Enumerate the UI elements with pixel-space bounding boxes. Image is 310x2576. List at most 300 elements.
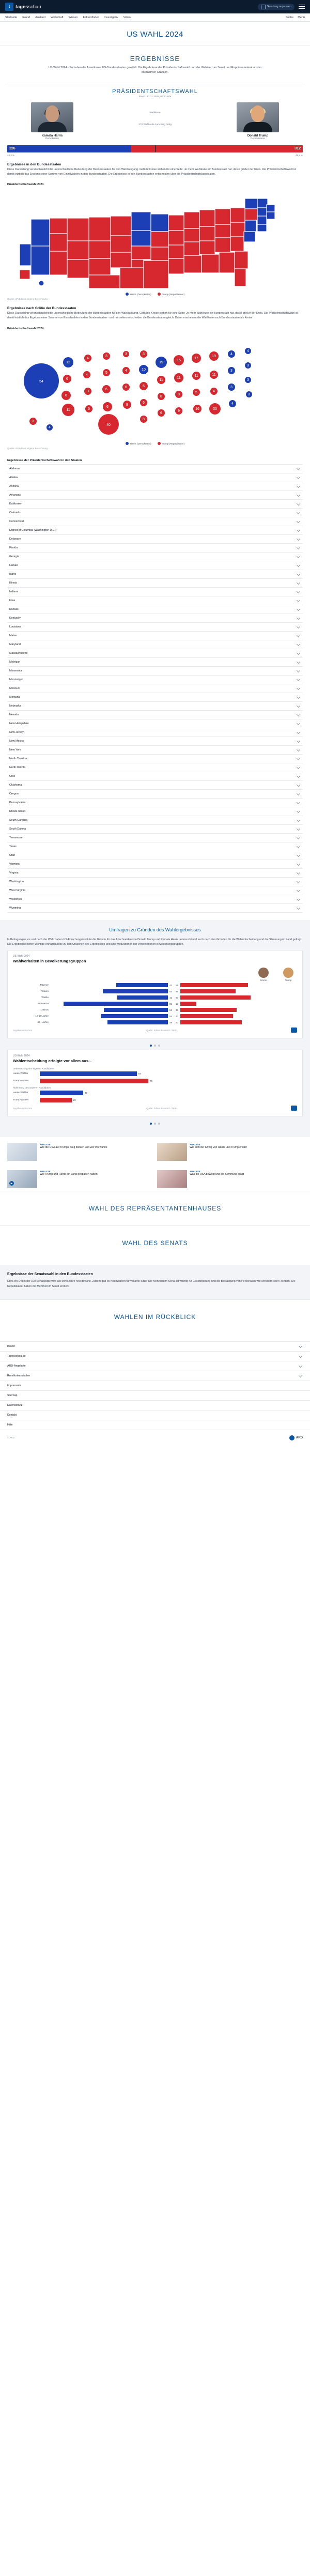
state-row[interactable]: [7, 834, 303, 842]
state-row[interactable]: [7, 500, 303, 509]
presidential-heading: PRÄSIDENTSCHAFTSWAHL: [112, 88, 198, 95]
state-row[interactable]: [7, 860, 303, 869]
electoral-label-group: [73, 102, 237, 126]
svg-text:6: 6: [143, 384, 145, 388]
bubble-section-heading: Ergebnisse nach Größe der Bundesstaaten: [7, 306, 76, 311]
state-row-label: North Carolina: [9, 757, 27, 760]
nav-item-faktenfinder[interactable]: Faktenfinder: [83, 16, 99, 19]
demographic-bar-dem-track: [51, 989, 174, 993]
teaser-3[interactable]: [7, 1170, 153, 1188]
state-row[interactable]: [7, 491, 303, 500]
svg-text:8: 8: [143, 417, 145, 421]
state-row-label: South Dakota: [9, 827, 26, 831]
demographic-label: 18-29 Jahre: [35, 1015, 49, 1018]
chevron-down-icon: [297, 730, 300, 734]
svg-text:4: 4: [231, 402, 234, 406]
map-source: Quelle: AP/Edison, eigene Berechnung: [7, 298, 48, 301]
card2-footer: [13, 1106, 297, 1111]
demographic-value-rep: 13: [176, 1002, 179, 1005]
svg-text:4: 4: [213, 389, 215, 393]
carousel-dot-2[interactable]: [154, 1045, 156, 1047]
state-row-label: New Jersey: [9, 730, 24, 734]
avatar-trump: [283, 968, 293, 978]
footer-link-rundfunkanstalten[interactable]: Rundfunkanstalten: [0, 1371, 310, 1381]
state-row[interactable]: [7, 640, 303, 649]
state-row[interactable]: [7, 473, 303, 482]
svg-text:8: 8: [126, 403, 128, 407]
logo-text: tagesschau: [16, 4, 41, 9]
chevron-down-icon: [297, 713, 300, 716]
chevron-down-icon: [297, 572, 300, 576]
state-row-label: Tennessee: [9, 836, 23, 839]
svg-text:4: 4: [87, 356, 89, 360]
demographic-bar-rep-track: [174, 983, 297, 987]
us-bubble-map[interactable]: [7, 331, 303, 440]
chevron-down-icon: [297, 836, 300, 839]
svg-text:16: 16: [195, 407, 199, 411]
state-row[interactable]: [7, 825, 303, 834]
svg-text:8: 8: [178, 392, 180, 396]
state-row[interactable]: [7, 886, 303, 895]
footer-link-ard-angebote[interactable]: ARD-Angebote: [0, 1361, 310, 1371]
state-row-label: Minnesota: [9, 669, 22, 672]
teaser-2-kicker: ANALYSE: [190, 1143, 200, 1146]
demographic-value-rep: 55: [176, 984, 179, 987]
card2-group2-title: Ablehnung des anderen Kandidaten: [13, 1086, 51, 1090]
state-row[interactable]: [7, 851, 303, 860]
candidate-row: [31, 102, 279, 140]
motivation-label: Trump-Wähler: [13, 1099, 29, 1102]
state-row[interactable]: [7, 676, 303, 684]
demographic-bar-rep: [180, 1002, 196, 1006]
demographic-bar-row: [13, 995, 297, 1000]
state-row[interactable]: [7, 588, 303, 596]
chevron-down-icon: [297, 563, 300, 567]
site-logo[interactable]: [5, 3, 41, 11]
chevron-down-icon: [297, 888, 300, 892]
carousel2-dot-2[interactable]: [154, 1123, 156, 1125]
teaser-3-thumb: [7, 1170, 37, 1188]
demographic-label: Männer: [40, 984, 49, 987]
chevron-down-icon: [297, 695, 300, 699]
motivation-bar-row: [13, 1071, 297, 1076]
candidate-trump: [237, 102, 279, 140]
chevron-down-icon: [297, 845, 300, 848]
nav-right-group: [286, 16, 305, 19]
state-row-label: New Mexico: [9, 739, 24, 743]
card1-col-trump: Trump: [282, 968, 295, 982]
svg-text:3: 3: [230, 385, 233, 389]
demographic-bar-dem: [116, 983, 168, 987]
state-row-label: Alabama: [9, 467, 20, 470]
state-row-label: Virginia: [9, 871, 19, 875]
chevron-down-icon: [297, 880, 300, 883]
svg-text:6: 6: [143, 401, 145, 405]
chevron-down-icon: [297, 765, 300, 769]
chevron-down-icon: [297, 511, 300, 514]
nav-item-investigativ[interactable]: Investigativ: [104, 16, 118, 19]
demographic-bar-dem-track: [51, 983, 174, 987]
footer-link-inland[interactable]: Inland: [0, 1342, 310, 1352]
card1-chart-header: [13, 968, 297, 982]
state-row[interactable]: [7, 816, 303, 825]
motivation-value: 30: [85, 1092, 88, 1095]
survey-card-demographics: [7, 950, 303, 1038]
demographic-value-rep: 50: [176, 1021, 179, 1024]
state-row[interactable]: [7, 482, 303, 491]
state-row[interactable]: [7, 711, 303, 719]
state-row[interactable]: [7, 570, 303, 579]
map-section-paragraph: Diese Darstellung veranschaulicht die unterschiedliche Bedeutung der Bundesstaaten für den Wahlausgang. Gefärbt kreise stehen für eine Seite: Je mehr Wahlleute ein Bundesstaat hat, desto größer der Kreis. Die Präsidentschaftswahl ist damit letztlich das Ergebnis einer Summe von Einzelwahlen in den Bundesstaaten. Die Ergebnisse in den Bundesstaaten entscheiden über die Präsidentschaftskandidaten.: [7, 167, 297, 176]
chevron-down-icon: [297, 897, 300, 901]
nav-item-mehr[interactable]: Menü: [298, 16, 305, 19]
state-row-label: District of Columbia (Washington D.C.): [9, 528, 56, 532]
chevron-down-icon: [297, 476, 300, 479]
chevron-down-icon: [297, 757, 300, 760]
electoral-legend-right: 49,9 %: [295, 154, 303, 157]
footer-link-tagesschau[interactable]: Tagesschau.de: [0, 1352, 310, 1361]
chevron-down-icon: [297, 555, 300, 558]
state-row[interactable]: [7, 623, 303, 632]
svg-text:6: 6: [160, 411, 162, 415]
card1-source: Quelle: Edison Research / NEP: [146, 1029, 177, 1032]
card1-unit: Angaben in Prozent: [13, 1029, 32, 1032]
svg-text:3: 3: [125, 352, 127, 356]
chevron-down-icon: [297, 660, 300, 664]
state-row-label: Wisconsin: [9, 897, 22, 901]
state-row-label: Missouri: [9, 686, 20, 690]
state-row[interactable]: [7, 465, 303, 473]
state-row[interactable]: [7, 509, 303, 517]
chevron-down-icon: [297, 616, 300, 620]
svg-text:3: 3: [32, 419, 34, 423]
carousel2-dot-1[interactable]: [150, 1123, 152, 1125]
play-icon[interactable]: ▶: [9, 1181, 14, 1186]
demographic-value-rep: 45: [176, 990, 179, 993]
state-row-label: Georgia: [9, 555, 19, 558]
chevron-down-icon: [297, 739, 300, 743]
svg-text:11: 11: [177, 376, 181, 380]
candidate-party-trump: Republikaner: [250, 137, 266, 140]
demographic-value-rep: 57: [176, 996, 179, 999]
surveys-heading: Umfragen zu Gründen des Wahlergebnisses: [109, 927, 201, 932]
footer-bottom: [0, 1430, 310, 1450]
state-row[interactable]: [7, 878, 303, 886]
state-row[interactable]: [7, 755, 303, 763]
demographic-label: Weiße: [41, 996, 49, 999]
motivation-bar: [40, 1091, 83, 1095]
chevron-down-icon: [297, 519, 300, 523]
card1-col-harris: Harris: [257, 968, 270, 982]
chevron-down-icon: [297, 722, 300, 725]
state-row[interactable]: [7, 790, 303, 799]
state-row[interactable]: [7, 561, 303, 570]
state-row[interactable]: [7, 632, 303, 640]
svg-text:12: 12: [66, 360, 70, 364]
chevron-down-icon: [297, 625, 300, 628]
gear-icon: [261, 5, 266, 9]
state-row[interactable]: [7, 772, 303, 781]
state-row[interactable]: [7, 737, 303, 746]
demographic-bar-row: [13, 983, 297, 987]
demographic-value-dem: 54: [169, 1015, 173, 1018]
svg-text:4: 4: [230, 352, 233, 356]
svg-text:6: 6: [65, 393, 67, 397]
chevron-down-icon: [297, 502, 300, 505]
state-row[interactable]: [7, 658, 303, 667]
svg-text:6: 6: [66, 377, 68, 381]
chevron-down-icon: [297, 704, 300, 708]
svg-text:10: 10: [142, 367, 146, 372]
state-row-label: Utah: [9, 853, 16, 857]
chevron-down-icon: [297, 546, 300, 549]
map-section-heading: Ergebnisse in den Bundesstaaten: [7, 162, 61, 166]
demographic-label: Frauen: [40, 990, 49, 993]
state-row-label: Louisiana: [9, 625, 21, 628]
state-row-label: Nevada: [9, 713, 19, 716]
candidate-name-harris: Kamala Harris: [41, 134, 63, 137]
nav-item-video[interactable]: Video: [123, 16, 131, 19]
svg-text:11: 11: [194, 374, 198, 378]
svg-text:3: 3: [230, 369, 233, 373]
teaser-2-thumb: [157, 1143, 187, 1161]
state-row-label: Kansas: [9, 607, 19, 611]
teaser-row-1: [0, 1137, 310, 1164]
teaser-3-kicker: ANALYSE: [40, 1170, 51, 1173]
state-row[interactable]: [7, 807, 303, 816]
chevron-down-icon: [297, 678, 300, 681]
nav-item-suche[interactable]: Suche: [285, 16, 294, 19]
state-row[interactable]: [7, 799, 303, 807]
state-row[interactable]: [7, 544, 303, 553]
svg-text:11: 11: [66, 408, 70, 412]
settings-pill[interactable]: [258, 4, 295, 10]
senate-panel: [0, 1265, 310, 1299]
motivation-bar-row: [13, 1091, 297, 1095]
state-row[interactable]: [7, 781, 303, 790]
svg-text:6: 6: [105, 387, 107, 391]
demographic-bar-rep-track: [174, 1020, 297, 1024]
chevron-down-icon: [297, 748, 300, 752]
teaser-2-title: Wie sich der Erfolg von Harris und Trump erklärt: [190, 1146, 247, 1149]
chevron-right-icon: [299, 1364, 302, 1368]
map-caption: Präsidentschaftswahl 2024: [7, 183, 44, 187]
demographic-bar-row: [13, 1014, 297, 1018]
senate-banner: WAHL DES SENATS: [0, 1225, 310, 1260]
chevron-down-icon: [297, 484, 300, 488]
teaser-4[interactable]: [157, 1170, 303, 1188]
chevron-down-icon: [297, 801, 300, 804]
svg-text:30: 30: [213, 407, 217, 411]
card2-group1-bars: [13, 1071, 297, 1083]
state-row-label: Kalifornien: [9, 502, 23, 505]
nav-item-inland[interactable]: Inland: [22, 16, 30, 19]
carousel-dot-1[interactable]: [150, 1045, 152, 1047]
teaser-3-title: Wie Trump und Harris ein Land gespalten haben: [40, 1173, 98, 1176]
card2-kicker: US-Wahl 2024: [13, 1054, 30, 1058]
state-row[interactable]: [7, 684, 303, 693]
share-button-2[interactable]: [291, 1106, 297, 1111]
states-accordion: [7, 464, 303, 913]
state-row[interactable]: [7, 728, 303, 737]
card1-kicker: US-Wahl 2024: [13, 955, 30, 958]
nav-item-wissen[interactable]: Wissen: [68, 16, 78, 19]
state-row[interactable]: [7, 667, 303, 676]
svg-text:15: 15: [177, 358, 181, 362]
motivation-bar: [40, 1098, 72, 1102]
map-legend-item-harris: Harris (Demokraten): [126, 293, 151, 296]
state-row-label: Oklahoma: [9, 783, 22, 787]
state-row[interactable]: [7, 693, 303, 702]
footer-link-kontakt[interactable]: Kontakt: [0, 1410, 310, 1420]
chevron-down-icon: [297, 537, 300, 541]
svg-text:3: 3: [87, 389, 89, 393]
state-row-label: Kentucky: [9, 616, 21, 620]
state-row[interactable]: [7, 535, 303, 544]
motivation-value: 22: [73, 1099, 76, 1102]
avatar-harris: [258, 968, 269, 978]
demographic-bar-rep-track: [174, 989, 297, 993]
chevron-down-icon: [297, 862, 300, 866]
teaser-row-2: [0, 1164, 310, 1191]
svg-text:5: 5: [88, 407, 90, 411]
electoral-needed: 270 Wahlleute zum Sieg nötig: [138, 123, 172, 126]
top-bar-right: [258, 4, 305, 10]
state-row-label: Arizona: [9, 484, 19, 488]
svg-text:54: 54: [39, 379, 43, 384]
carousel-dots[interactable]: [0, 1044, 310, 1050]
motivation-bar-row: [13, 1079, 297, 1083]
candidate-photo-trump: [237, 102, 279, 132]
footer-link-datenschutz[interactable]: Datenschutz: [0, 1401, 310, 1410]
teaser-2[interactable]: [157, 1143, 303, 1161]
electoral-legend-left: 48,3 %: [7, 154, 15, 157]
state-row[interactable]: [7, 746, 303, 755]
bubble-caption: Präsidentschaftswahl 2024: [7, 327, 44, 330]
state-row[interactable]: [7, 579, 303, 588]
demographic-bar-row: [13, 989, 297, 993]
states-accordion-title: Ergebnisse der Präsidentschaftswahl in den Staaten: [7, 458, 82, 462]
candidate-name-trump: Donald Trump: [247, 134, 269, 137]
svg-text:17: 17: [194, 356, 198, 360]
state-row[interactable]: [7, 842, 303, 851]
candidate-photo-harris: [31, 102, 73, 132]
state-row[interactable]: [7, 526, 303, 535]
carousel-dot-3[interactable]: [158, 1045, 160, 1047]
footer-link-hilfe[interactable]: Hilfe: [0, 1420, 310, 1430]
demographic-bar-dem: [64, 1002, 168, 1006]
bubble-section-paragraph: Diese Darstellung veranschaulicht die unterschiedliche Bedeutung der Bundesstaaten für den Wahlausgang. Gefärbte Kreise stehen für eine Seite: Je mehr Wahlleute ein Bundesstaat hat, desto größer der Kreis. Die Präsidentschaftswahl ist damit letztlich das Ergebnis einer Summe von Einzelwahlen in den Bundesstaaten - und nur selten entscheiden die Bundesstaaten gleich. Daher erscheinen die Wahlleute nach Bundesstaaten als Kreise.: [7, 312, 299, 320]
svg-text:3: 3: [247, 363, 249, 367]
state-row[interactable]: [7, 719, 303, 728]
footer-link-impressum[interactable]: Impressum: [0, 1381, 310, 1391]
chevron-down-icon: [297, 599, 300, 602]
state-row-label: Indiana: [9, 590, 19, 593]
us-choropleth-map[interactable]: [7, 187, 303, 290]
svg-text:3: 3: [247, 378, 249, 382]
nav-item-ausland[interactable]: Ausland: [35, 16, 46, 19]
chevron-down-icon: [297, 906, 300, 910]
presidential-block: [0, 83, 310, 140]
state-row-label: Illinois: [9, 581, 17, 585]
carousel-dots-2[interactable]: [0, 1122, 310, 1128]
bubble-legend: [0, 440, 310, 445]
svg-text:4: 4: [247, 349, 249, 353]
demographic-bar-rep: [180, 1008, 237, 1012]
menu-icon[interactable]: [299, 5, 305, 9]
footer-link-sitemap[interactable]: Sitemap: [0, 1391, 310, 1401]
share-button[interactable]: [291, 1028, 297, 1033]
svg-text:11: 11: [159, 378, 163, 382]
footer-copyright: © ARD: [7, 1436, 15, 1439]
state-row[interactable]: [7, 702, 303, 711]
svg-text:6: 6: [125, 385, 127, 389]
state-row-label: Michigan: [9, 660, 21, 664]
electoral-bar: [7, 145, 303, 152]
state-row[interactable]: [7, 596, 303, 605]
settings-pill-label: Sendung anpassen: [267, 5, 291, 8]
map-legend-item-trump: Trump (Republikaner): [158, 293, 185, 296]
review-banner: WAHLEN IM RÜCKBLICK: [0, 1299, 310, 1334]
state-row-label: Colorado: [9, 511, 21, 514]
state-row-label: Alaska: [9, 476, 18, 479]
results-subtitle: US-Wahl 2024 - So haben die Amerikaner US-Bundesstaaten gewählt: Die Ergebnisse der Präsidentschaftswahl und der Wahlen zum Senat und Repräsentantenhaus im interaktiven Grafiken.: [48, 66, 262, 74]
teaser-1[interactable]: [7, 1143, 153, 1161]
state-row-label: Vermont: [9, 862, 20, 866]
svg-text:4: 4: [125, 369, 127, 373]
map-legend: [0, 290, 310, 296]
candidate-harris: [31, 102, 73, 140]
electoral-bar-rep: 312: [131, 145, 303, 152]
demographic-bar-row: [13, 1008, 297, 1012]
state-row[interactable]: [7, 649, 303, 658]
us-bubble-svg: [7, 331, 303, 440]
state-row[interactable]: [7, 763, 303, 772]
state-row-label: Rhode Island: [9, 809, 26, 813]
nav-item-startseite[interactable]: Startseite: [5, 16, 18, 19]
motivation-label: Trump-Wähler: [13, 1080, 29, 1083]
state-row-label: Washington: [9, 880, 24, 883]
demographic-label: Schwarze: [37, 1002, 49, 1005]
state-row[interactable]: [7, 553, 303, 561]
demographic-bar-row: [13, 1020, 297, 1024]
state-row-label: Iowa: [9, 599, 16, 602]
chevron-down-icon: [297, 651, 300, 655]
card1-footer: [13, 1028, 297, 1033]
state-row[interactable]: [7, 517, 303, 526]
chevron-down-icon: [297, 493, 300, 497]
svg-text:5: 5: [195, 390, 197, 394]
footer-links: [0, 1341, 310, 1430]
svg-text:4: 4: [49, 425, 51, 430]
nav-item-wirtschaft[interactable]: Wirtschaft: [51, 16, 64, 19]
house-banner: WAHL DES REPRÄSENTANTENHAUSES: [0, 1191, 310, 1225]
state-row[interactable]: [7, 904, 303, 913]
state-row-label: Massachusetts: [9, 651, 28, 655]
card1-title: Wahlverhalten in Bevölkerungsgruppen: [13, 959, 86, 964]
state-row[interactable]: [7, 869, 303, 878]
motivation-label: Harris-Wähler: [13, 1092, 28, 1095]
chevron-right-icon: [299, 1374, 302, 1377]
card2-source: Quelle: Edison Research / NEP: [146, 1107, 177, 1110]
state-row[interactable]: [7, 605, 303, 614]
state-row-label: Oregon: [9, 792, 19, 795]
survey-card-motivation: [7, 1050, 303, 1116]
state-row[interactable]: [7, 614, 303, 623]
state-row[interactable]: [7, 895, 303, 904]
chevron-down-icon: [297, 792, 300, 795]
carousel2-dot-3[interactable]: [158, 1123, 160, 1125]
